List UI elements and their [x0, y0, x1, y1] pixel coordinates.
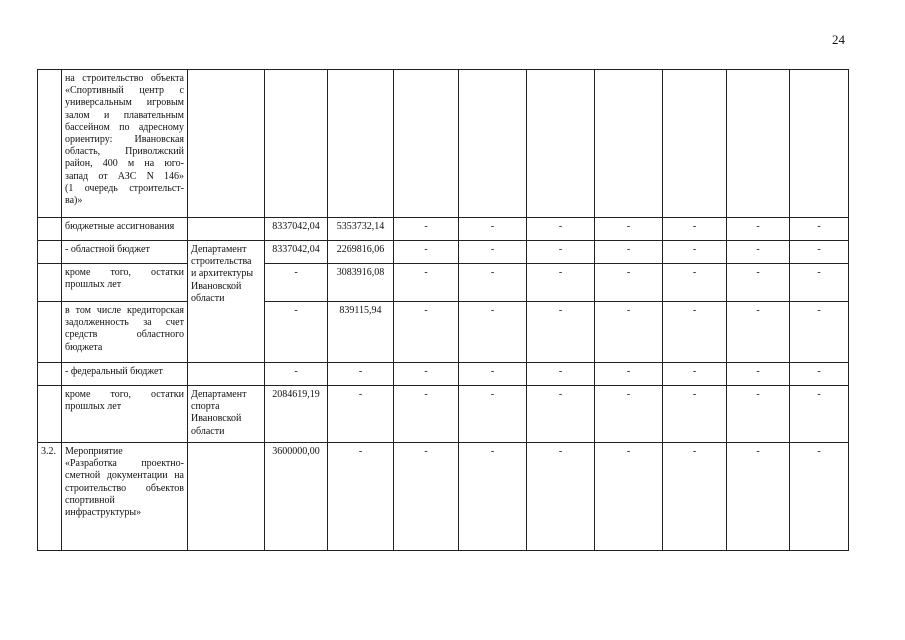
- value-cell: -: [595, 241, 663, 264]
- text-line: кроме того, остатки: [65, 389, 184, 400]
- value-cell: -: [265, 302, 328, 363]
- value-cell: [394, 70, 459, 218]
- value-cell: -: [527, 302, 595, 363]
- item-name-cell: [62, 386, 188, 443]
- table-row: [38, 218, 849, 241]
- value-cell: -: [394, 241, 459, 264]
- text-line: (1 очередь строительст-: [65, 182, 184, 194]
- value-cell: -: [394, 302, 459, 363]
- value-cell: 2084619,19: [265, 386, 328, 443]
- value-cell: -: [328, 443, 394, 551]
- text-line: универсальным игровым: [65, 97, 184, 109]
- value-cell: -: [459, 443, 527, 551]
- table-row: [38, 70, 849, 218]
- value-cell: -: [527, 241, 595, 264]
- text-line: строительства: [191, 256, 252, 268]
- text-line: бюджетные ассигнования: [65, 221, 175, 232]
- value-cell: -: [595, 443, 663, 551]
- value-cell: 3083916,08: [328, 264, 394, 302]
- value-cell: -: [459, 264, 527, 302]
- text-line: - областной бюджет: [65, 244, 150, 255]
- value-cell: -: [527, 386, 595, 443]
- item-number-cell: [38, 363, 62, 386]
- table-row: [38, 363, 849, 386]
- value-cell: -: [790, 241, 849, 264]
- value-cell: -: [790, 363, 849, 386]
- text-line: и архитектуры: [191, 268, 254, 280]
- text-line: спорта: [191, 401, 220, 413]
- text-line: на строительство объекта: [65, 73, 184, 84]
- text-line: Ивановской: [191, 413, 242, 425]
- value-cell: -: [527, 218, 595, 241]
- value-cell: -: [595, 386, 663, 443]
- text-line: строительство объектов: [65, 482, 184, 494]
- text-line: бассейном по адресному: [65, 121, 184, 133]
- executor-cell: [188, 218, 265, 241]
- text-line: Департамент: [191, 389, 247, 400]
- item-name-cell: [62, 443, 188, 551]
- item-name-cell: [62, 241, 188, 264]
- value-cell: -: [727, 443, 790, 551]
- value-cell: -: [727, 363, 790, 386]
- value-cell: -: [595, 218, 663, 241]
- value-cell: [663, 70, 727, 218]
- text-line: залом и плавательным: [65, 109, 184, 121]
- text-line: ва)»: [65, 195, 83, 207]
- value-cell: -: [527, 363, 595, 386]
- value-cell: -: [459, 218, 527, 241]
- item-name-cell: [62, 218, 188, 241]
- table-row: [38, 241, 849, 264]
- item-name-cell: [62, 363, 188, 386]
- value-cell: -: [394, 443, 459, 551]
- value-cell: -: [265, 264, 328, 302]
- item-number-cell: [38, 218, 62, 241]
- value-cell: -: [790, 302, 849, 363]
- value-cell: -: [595, 264, 663, 302]
- text-line: прошлых лет: [65, 279, 122, 291]
- value-cell: -: [727, 302, 790, 363]
- item-name-cell: [62, 264, 188, 302]
- value-cell: 2269816,06: [328, 241, 394, 264]
- value-cell: -: [663, 386, 727, 443]
- text-line: кроме того, остатки: [65, 267, 184, 278]
- item-name-cell: [62, 302, 188, 363]
- value-cell: -: [595, 302, 663, 363]
- value-cell: 8337042,04: [265, 218, 328, 241]
- text-line: спортивной: [65, 494, 115, 506]
- page-number: 24: [832, 32, 845, 47]
- value-cell: 5353732,14: [328, 218, 394, 241]
- text-line: район, 400 м на юго-: [65, 158, 184, 170]
- text-line: область, Приволжский: [65, 146, 184, 158]
- text-line: инфраструктуры»: [65, 507, 142, 519]
- value-cell: -: [328, 386, 394, 443]
- text-line: ориентиру: Ивановская: [65, 134, 184, 146]
- value-cell: -: [727, 241, 790, 264]
- value-cell: 3600000,00: [265, 443, 328, 551]
- value-cell: -: [459, 386, 527, 443]
- program-financing-table: [37, 69, 849, 551]
- value-cell: [527, 70, 595, 218]
- value-cell: -: [663, 241, 727, 264]
- executor-cell: [188, 70, 265, 218]
- text-line: прошлых лет: [65, 401, 122, 413]
- table-row: [38, 302, 849, 363]
- item-number-cell: [38, 264, 62, 302]
- value-cell: -: [790, 264, 849, 302]
- value-cell: -: [727, 218, 790, 241]
- value-cell: -: [790, 443, 849, 551]
- value-cell: [727, 70, 790, 218]
- value-cell: -: [663, 302, 727, 363]
- value-cell: -: [595, 363, 663, 386]
- text-line: задолженность за счет: [65, 317, 184, 329]
- text-line: бюджета: [65, 341, 103, 353]
- value-cell: -: [663, 218, 727, 241]
- text-line: Мероприятие: [65, 446, 123, 457]
- value-cell: -: [663, 363, 727, 386]
- value-cell: -: [394, 363, 459, 386]
- table-row: [38, 443, 849, 551]
- executor-cell: [188, 443, 265, 551]
- item-number-cell: [38, 241, 62, 264]
- table-row: [38, 386, 849, 443]
- value-cell: -: [394, 386, 459, 443]
- value-cell: -: [328, 363, 394, 386]
- value-cell: [328, 70, 394, 218]
- value-cell: 8337042,04: [265, 241, 328, 264]
- value-cell: -: [527, 443, 595, 551]
- value-cell: -: [459, 302, 527, 363]
- table-row: [38, 264, 849, 302]
- text-line: сметной документации на: [65, 470, 184, 482]
- text-line: - федеральный бюджет: [65, 366, 163, 377]
- value-cell: [790, 70, 849, 218]
- value-cell: -: [459, 363, 527, 386]
- item-number-cell: [38, 386, 62, 443]
- value-cell: -: [265, 363, 328, 386]
- executor-cell: [188, 241, 265, 363]
- text-line: области: [191, 292, 225, 304]
- value-cell: -: [790, 386, 849, 443]
- executor-cell: [188, 363, 265, 386]
- item-name-cell: [62, 70, 188, 218]
- text-line: «Разработка проектно-: [65, 458, 184, 470]
- text-line: Ивановской: [191, 280, 242, 292]
- item-number-cell: 3.2.: [38, 443, 62, 551]
- value-cell: -: [727, 386, 790, 443]
- value-cell: [459, 70, 527, 218]
- value-cell: -: [459, 241, 527, 264]
- value-cell: -: [663, 264, 727, 302]
- item-number-cell: [38, 70, 62, 218]
- value-cell: -: [394, 264, 459, 302]
- text-line: Департамент: [191, 244, 247, 255]
- text-line: области: [191, 425, 225, 437]
- value-cell: -: [527, 264, 595, 302]
- executor-cell: [188, 386, 265, 443]
- value-cell: [595, 70, 663, 218]
- value-cell: 839115,94: [328, 302, 394, 363]
- value-cell: [265, 70, 328, 218]
- item-number-cell: [38, 302, 62, 363]
- value-cell: -: [727, 264, 790, 302]
- text-line: средств областного: [65, 329, 184, 341]
- text-line: «Спортивный центр с: [65, 85, 184, 97]
- value-cell: -: [790, 218, 849, 241]
- value-cell: -: [394, 218, 459, 241]
- value-cell: -: [663, 443, 727, 551]
- text-line: запад от АЗС N 146»: [65, 170, 184, 182]
- text-line: в том числе кредиторская: [65, 305, 184, 316]
